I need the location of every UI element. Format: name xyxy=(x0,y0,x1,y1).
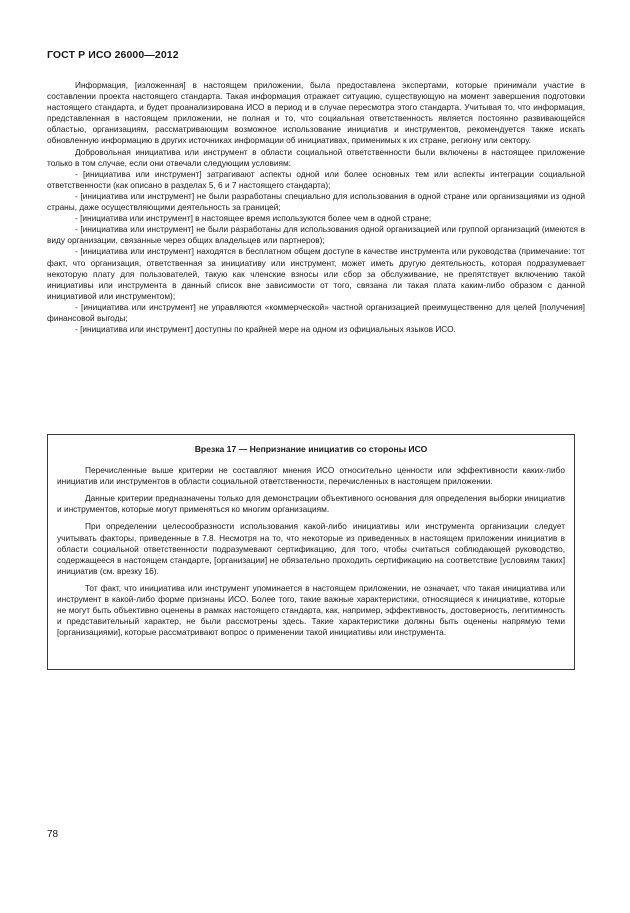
criteria-item: - [инициатива или инструмент] доступны по крайней мере на одном из официальных языков ИСО. xyxy=(75,324,456,335)
criteria-item: - [инициатива или инструмент] находятся в бесплатном общем доступе в качестве инструмента или руководства (примечание: тот факт, что организация, ответственная за инициативу или инструмент, может иметь другую деятельность, которая подразумевает некоторую плату для пользователей, такую как членские взносы или сбор за обслуживание, не препятствует включению такой инициативы или инструмента в данный список вне зависимости от того, связана ли такая плата каким-либо образом с данной инициативой или инструментом); xyxy=(47,246,585,301)
criteria-item: - [инициатива или инструмент] затрагивают аспекты одной или более основных тем или аспекты интеграции социальной ответственности (как описано в разделах 5, 6 и 7 настоящего стандарта); xyxy=(47,168,585,190)
callout-box xyxy=(47,434,575,670)
page-number: 78 xyxy=(47,829,59,840)
callout-paragraph: Тот факт, что инициатива или инструмент упоминается в настоящем приложении, не означает, что такая инициатива или инструмент в какой-либо форме признаны ИСО. Более того, такие важные характеристики, относящиеся к инициативе, которые не могут быть объективно оценены в рамках настоящего стандарта, как, например, эффективность, достоверность, легитимность и представительный характер, не были рассмотрены здесь. Такие характеристики должны быть оценены напрямую теми [организациями], которые рассматривают вопрос о применении такой инициативы или инструмента. xyxy=(57,582,565,638)
callout-paragraph: Данные критерии предназначены только для демонстрации объективного основания для определения выборки инициатив и инструментов, которые могут применяться ко многим организациям. xyxy=(57,493,565,515)
callout-paragraph: Перечисленные выше критерии не составляют мнения ИСО относительно ценности или эффективности каких-либо инициатив или инструментов в области социальной ответственности, перечисленных в настоящем приложении. xyxy=(57,465,565,487)
criteria-item: - [инициатива или инструмент] не были разработаны для использования одной организацией или группой организаций (имеются в виду организации, связанные через общих владельцев или партнеров); xyxy=(47,224,585,246)
annex-body xyxy=(47,80,585,335)
criteria-item: - [инициатива или инструмент] не управляются «коммерческой» частной организацией преимущественно для целей [получения] финансовой выгоды; xyxy=(47,301,585,323)
document-header: ГОСТ Р ИСО 26000—2012 xyxy=(47,49,179,61)
criteria-item: - [инициатива или инструмент] в настоящее время используются более чем в одной стране; xyxy=(75,213,432,224)
callout-paragraph: При определении целесообразности использования какой-либо инициативы или инструмента организации следует учитывать факторы, приведенные в 7.8. Несмотря на то, что некоторые из приведенных в настоящем приложении инициатив в области социальной ответственности подразумевают сертификацию, для того, чтобы считаться соблюдающей руководство, содержащееся в настоящем стандарте, [организации] не обязательно проходить сертификацию на соответствие [условиям таких] инициатив (см. врезку 16). xyxy=(57,521,565,576)
paragraph-criteria-lead: Добровольная инициатива или инструмент в области социальной ответственности были включены в настоящее приложение только в том случае, если они отвечали следующим условиям: xyxy=(47,146,585,168)
paragraph-intro: Информация, [изложенная] в настоящем приложении, была предоставлена экспертами, которые принимали участие в составлении проекта настоящего стандарта. Такая информация отражает ситуацию, существующую на момент завершения подготовки настоящего стандарта, и будет проанализирована ИСО в период и в случае пересмотра этого стандарта. Учитывая то, что информация, представленная в настоящем приложении, не полная и то, что социальная ответственность является постоянно развивающейся областью, организациям, рассматривающим возможное использование инициатив и инструментов, рекомендуется также искать обновленную информацию в других источниках информации об инициативах, применимых к их стране, региону или сектору. xyxy=(47,80,585,146)
criteria-item: - [инициатива или инструмент] не были разработаны специально для использования в одной стране или организациями из одной страны, даже осуществляющими деятельность за границей; xyxy=(47,190,585,213)
callout-title: Врезка 17 — Непризнание инициатив со стороны ИСО xyxy=(194,444,428,454)
